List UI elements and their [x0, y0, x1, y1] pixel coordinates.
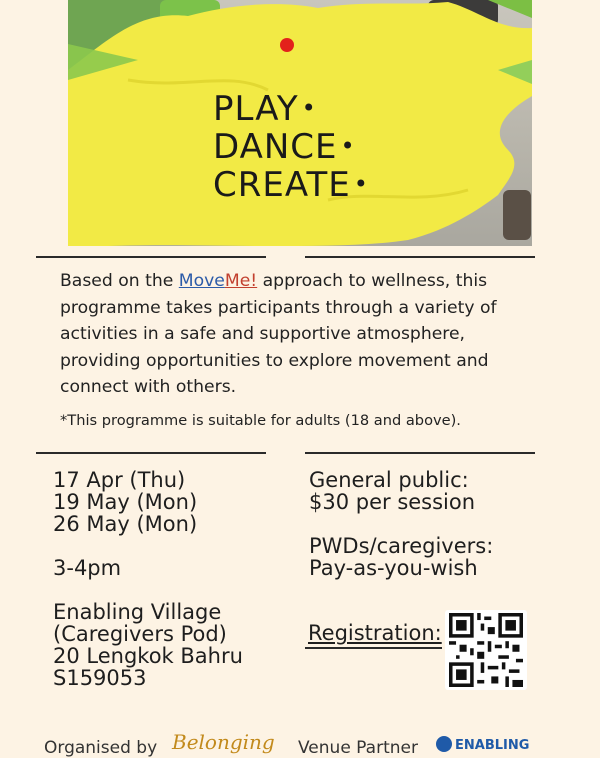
general-public-label: General public:: [309, 468, 469, 492]
venue-line-1: Enabling Village: [53, 600, 222, 624]
date-1: 17 Apr (Thu): [53, 468, 186, 492]
schedule-block: [53, 469, 243, 689]
venue-line-2: (Caregivers Pod): [53, 622, 227, 646]
venue-line-4: S159053: [53, 666, 147, 690]
divider-left-mid: [36, 452, 266, 454]
divider-right-top: [305, 256, 535, 258]
registration-label[interactable]: Registration:: [308, 621, 442, 645]
intro-pre: Based on the: [60, 271, 179, 291]
hero-title: [213, 90, 369, 204]
title-play: PLAY •: [213, 90, 369, 128]
pricing-block: [309, 469, 493, 579]
registration-underline: [305, 647, 442, 649]
pwd-price: Pay-as-you-wish: [309, 556, 478, 580]
enabling-logo-text: ENABLING: [455, 738, 530, 753]
registration-qr-code[interactable]: [445, 610, 527, 690]
red-ball: [280, 38, 294, 52]
age-note: *This programme is suitable for adults (18 and above).: [60, 412, 461, 429]
organised-by-label: Organised by: [44, 738, 158, 758]
belonging-logo: Belonging: [172, 730, 275, 754]
pwd-label: PWDs/caregivers:: [309, 534, 494, 558]
hero-photo: [68, 0, 532, 246]
date-3: 26 May (Mon): [53, 512, 198, 536]
venue-line-3: 20 Lengkok Bahru: [53, 644, 243, 668]
intro-post: approach to wellness, this programme takes participants through a variety of activities in a safe and supportive atmosphere, providing opportunities to explore movement and connect with others.: [60, 271, 497, 397]
divider-left-top: [36, 256, 266, 258]
divider-right-mid: [305, 452, 535, 454]
session-time: 3-4pm: [53, 556, 122, 580]
venue-partner-label: Venue Partner: [298, 738, 418, 758]
moveme-link-me[interactable]: Me!: [224, 271, 258, 291]
general-public-price: $30 per session: [309, 490, 476, 514]
date-2: 19 May (Mon): [53, 490, 198, 514]
qr-icon: [445, 610, 527, 690]
intro-paragraph: [60, 268, 550, 401]
moveme-link-move[interactable]: Move: [178, 271, 225, 291]
title-dance: DANCE •: [213, 128, 369, 166]
enabling-village-logo: [436, 736, 529, 753]
title-create: CREATE •: [213, 166, 369, 204]
